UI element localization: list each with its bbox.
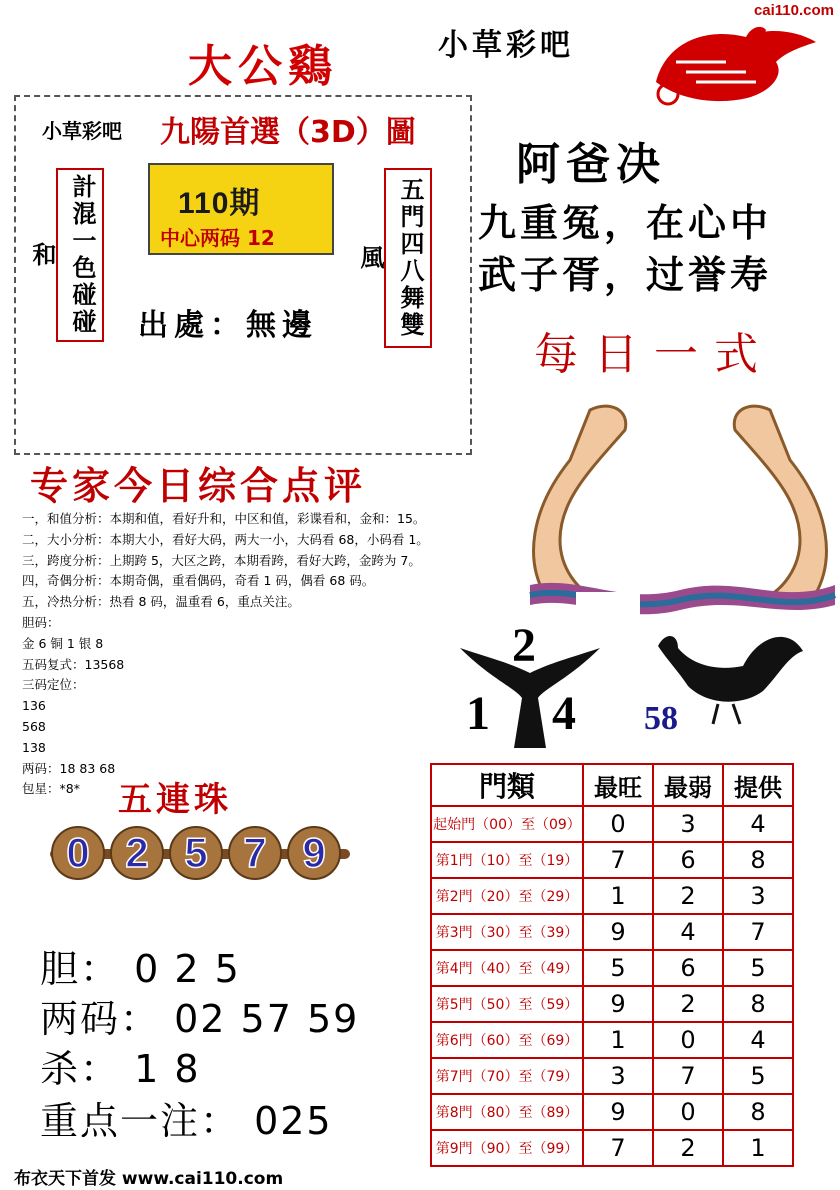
door-hot-value: 3 [583, 1058, 653, 1094]
table-header: 最旺 [583, 764, 653, 806]
daily-move-title: 每日一式 [534, 329, 774, 380]
card-brand: 小草彩吧 [42, 119, 122, 143]
table-row [431, 842, 793, 878]
table-header: 提供 [723, 764, 793, 806]
poem-line-1: 九重冤，在心中 [478, 201, 773, 245]
expert-line: 568 [22, 718, 46, 734]
door-cold-value: 2 [653, 1130, 723, 1166]
door-cold-value: 2 [653, 878, 723, 914]
footer-credit: 布衣天下首发 www.cai110.com [14, 1169, 284, 1189]
door-cold-value: 2 [653, 986, 723, 1022]
door-hot-value: 5 [583, 950, 653, 986]
door-hot-value: 0 [583, 806, 653, 842]
table-header: 最弱 [653, 764, 723, 806]
rooster-papercut-image [636, 22, 826, 112]
poem-line-2: 武子胥，过誉寿 [478, 253, 773, 297]
expert-line: 四，奇偶分析：本期奇偶，重看偶码，奇看 1 码，偶看 68 码。 [22, 573, 375, 589]
pick-key-bet: 重点一注： 025 [40, 1099, 333, 1143]
expert-line: 五，冷热分析：热看 8 码，温重看 6，重点关注。 [22, 594, 300, 610]
door-provide-value: 7 [723, 914, 793, 950]
expert-line: 三，跨度分析：上期跨 5，大区之跨，本期看跨，看好大跨，金跨为 7。 [22, 552, 421, 568]
expert-line: 三码定位： [22, 677, 85, 693]
title-dagongji: 大公鷄 [188, 41, 338, 92]
table-row [431, 878, 793, 914]
door-cold-value: 7 [653, 1058, 723, 1094]
puzzle-extra-number: 58 [644, 700, 678, 737]
door-table [430, 763, 794, 1167]
door-hot-value: 1 [583, 1022, 653, 1058]
table-row [431, 1094, 793, 1130]
puzzle-top-digit: 2 [512, 619, 536, 672]
door-provide-value: 8 [723, 986, 793, 1022]
right-vertical-box: 五門四八舞雙風 [384, 168, 432, 348]
door-cold-value: 3 [653, 806, 723, 842]
site-domain: cai110.com [753, 2, 834, 19]
door-label: 第9門（90）至（99） [431, 1130, 583, 1166]
puzzle-left-digit: 1 [466, 687, 490, 740]
bead-digit: 0 [66, 829, 90, 876]
door-label: 起始門（00）至（09） [431, 806, 583, 842]
expert-lines [22, 509, 429, 800]
expert-title: 专家今日综合点评 [30, 464, 367, 508]
door-label: 第3門（30）至（39） [431, 914, 583, 950]
center-two-codes: 中心两码 12 [160, 226, 275, 250]
bead-digit: 2 [125, 829, 149, 876]
issue-number: 110期 [178, 187, 261, 220]
door-hot-value: 9 [583, 1094, 653, 1130]
expert-line: 136 [22, 698, 46, 714]
table-row [431, 950, 793, 986]
door-hot-value: 1 [583, 878, 653, 914]
expert-line: 138 [22, 739, 46, 755]
source-line: 出處：無邊 [138, 308, 318, 343]
door-hot-value: 9 [583, 986, 653, 1022]
arms-wrestling-image [520, 390, 840, 620]
door-cold-value: 6 [653, 842, 723, 878]
expert-line: 一，和值分析：本期和值，看好升和，中区和值，彩谍看和，金和：15。 [22, 511, 426, 526]
door-provide-value: 4 [723, 1022, 793, 1058]
table-row [431, 1022, 793, 1058]
door-label: 第2門（20）至（29） [431, 878, 583, 914]
bead-digit: 7 [243, 829, 267, 876]
table-row [431, 986, 793, 1022]
bead-digit: 9 [302, 829, 326, 876]
door-cold-value: 4 [653, 914, 723, 950]
table-row [431, 1130, 793, 1166]
door-label: 第1門（10）至（19） [431, 842, 583, 878]
door-cold-value: 0 [653, 1094, 723, 1130]
expert-line: 二，大小分析：本期大小，看好大码，两大一小，大码看 68，小码看 1。 [22, 531, 429, 547]
expert-line: 金 6 铜 1 银 8 [22, 635, 104, 651]
door-hot-value: 7 [583, 842, 653, 878]
expert-line: 两码：18 83 68 [22, 760, 116, 776]
card-title: 九陽首選（3D）圖 [160, 115, 416, 150]
poem-title: 阿爸决 [516, 139, 666, 190]
pick-two-codes: 两码： 02 57 59 [40, 997, 360, 1041]
table-header: 門類 [431, 764, 583, 806]
left-vertical-box: 計混一色碰碰和 [56, 168, 104, 342]
table-row [431, 914, 793, 950]
pick-kill: 杀： 1 8 [40, 1047, 201, 1091]
door-provide-value: 8 [723, 842, 793, 878]
expert-line: 包星：*8* [22, 781, 80, 797]
five-beads-image [50, 815, 350, 895]
brand-label: 小草彩吧 [438, 28, 574, 63]
door-provide-value: 8 [723, 1094, 793, 1130]
door-provide-value: 5 [723, 1058, 793, 1094]
bead-digit: 5 [184, 829, 208, 876]
door-provide-value: 1 [723, 1130, 793, 1166]
puzzle-right-digit: 4 [552, 687, 576, 740]
door-cold-value: 6 [653, 950, 723, 986]
table-row [431, 1058, 793, 1094]
five-beads-title: 五連珠 [118, 780, 232, 820]
door-provide-value: 3 [723, 878, 793, 914]
table-row [431, 806, 793, 842]
door-provide-value: 4 [723, 806, 793, 842]
expert-line: 五码复式：13568 [22, 656, 125, 672]
pick-dan: 胆： 0 2 5 [40, 947, 241, 991]
door-label: 第7門（70）至（79） [431, 1058, 583, 1094]
door-provide-value: 5 [723, 950, 793, 986]
door-label: 第4門（40）至（49） [431, 950, 583, 986]
door-label: 第8門（80）至（89） [431, 1094, 583, 1130]
rooster-silhouette-image [648, 626, 808, 726]
door-label: 第6門（60）至（69） [431, 1022, 583, 1058]
door-cold-value: 0 [653, 1022, 723, 1058]
expert-line: 胆码： [22, 614, 60, 630]
door-hot-value: 7 [583, 1130, 653, 1166]
door-hot-value: 9 [583, 914, 653, 950]
door-label: 第5門（50）至（59） [431, 986, 583, 1022]
